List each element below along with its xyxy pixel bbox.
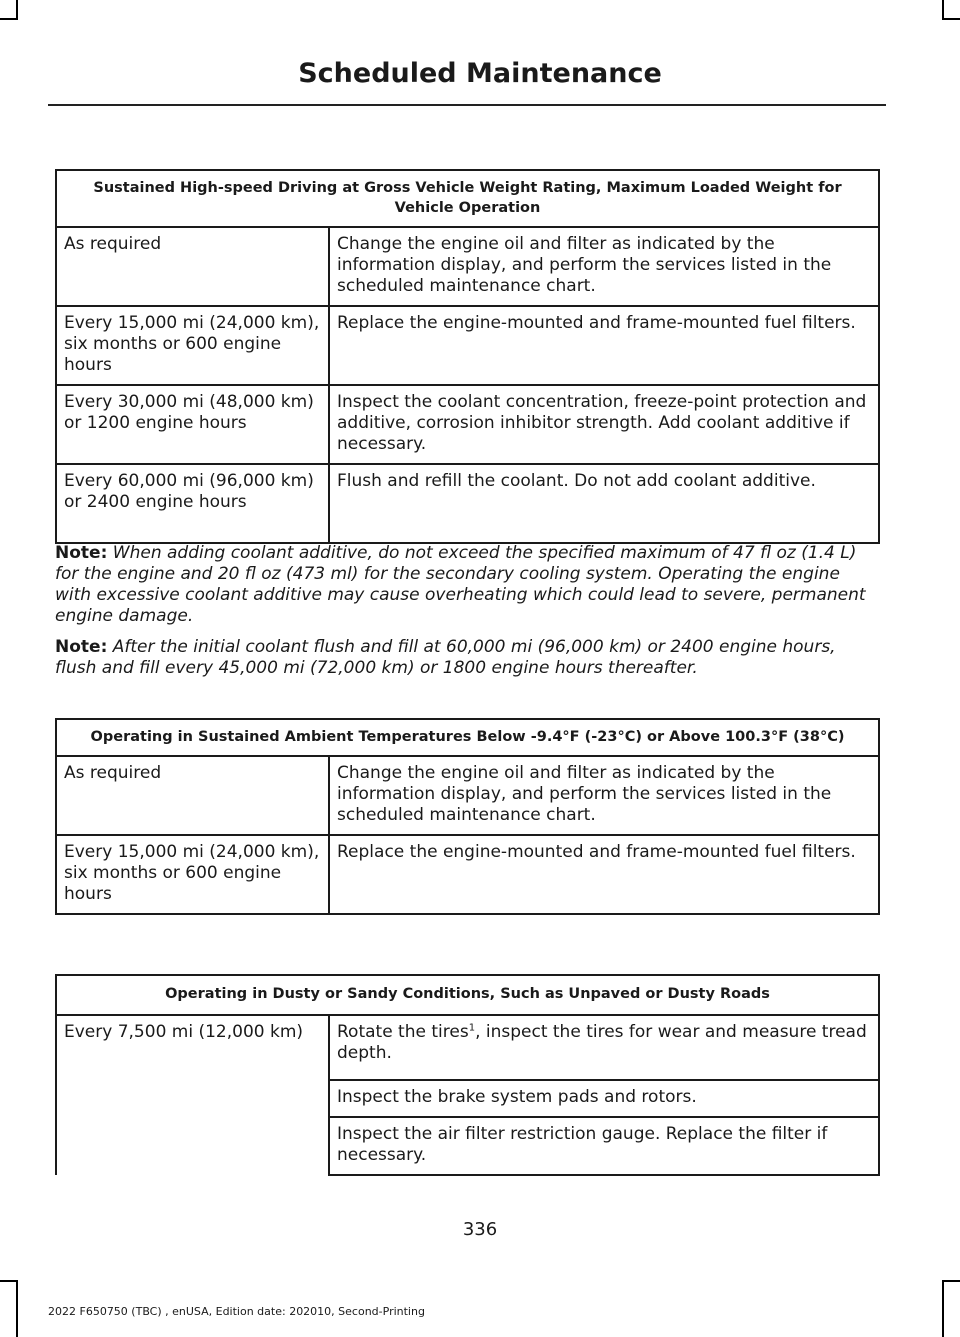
action-cell <box>329 1015 879 1080</box>
action-cell: Inspect the coolant concentration, freeze-point protection and additive, corrosion inhibitor strength. Add coolant additive if necessary. <box>329 385 879 464</box>
action-cell: Inspect the brake system pads and rotors. <box>329 1080 879 1117</box>
interval-cell: Every 15,000 mi (24,000 km), six months or 600 engine hours <box>56 835 329 914</box>
table-row <box>56 306 879 385</box>
interval-cell: Every 15,000 mi (24,000 km), six months or 600 engine hours <box>56 306 329 385</box>
crop-mark <box>16 0 18 20</box>
action-cell: Change the engine oil and filter as indicated by the information display, and perform the services listed in the scheduled maintenance chart. <box>329 756 879 835</box>
page-title: Scheduled Maintenance <box>298 58 662 89</box>
crop-mark <box>942 0 944 20</box>
table-row <box>56 385 879 464</box>
interval-cell: As required <box>56 756 329 835</box>
action-cell: Inspect the air filter restriction gauge. Replace the filter if necessary. <box>329 1117 879 1175</box>
maintenance-table-temperature <box>55 718 880 915</box>
notes-section <box>55 543 880 689</box>
maintenance-table-high-speed <box>55 169 880 544</box>
crop-mark <box>942 1280 960 1282</box>
maintenance-table-dusty <box>55 974 880 1176</box>
interval-cell: As required <box>56 227 329 306</box>
action-cell: Flush and refill the coolant. Do not add coolant additive. <box>329 464 879 543</box>
action-text: , inspect the tires for wear and measure tread depth. <box>337 1022 867 1063</box>
note-text: After the initial coolant flush and fill at 60,000 mi (96,000 km) or 2400 engine hours, flush and fill every 45,000 mi (72,000 km) or 1800 engine hours thereafter. <box>55 637 836 678</box>
table-row <box>56 756 879 835</box>
interval-cell: Every 60,000 mi (96,000 km) or 2400 engine hours <box>56 464 329 543</box>
table-row <box>56 835 879 914</box>
note <box>55 543 880 627</box>
table-header-row <box>56 975 879 1015</box>
interval-cell: Every 7,500 mi (12,000 km) <box>56 1015 329 1175</box>
crop-mark <box>0 1280 18 1282</box>
note-text: When adding coolant additive, do not exceed the specified maximum of 47 fl oz (1.4 L) for the engine and 20 fl oz (473 ml) for the secondary cooling system. Operating the engine with excessive coolant additive may cause overheating which could lead to severe, permanent engine damage. <box>55 543 866 626</box>
table-header-row <box>56 719 879 756</box>
crop-mark <box>942 18 960 20</box>
table-heading: Sustained High-speed Driving at Gross Vehicle Weight Rating, Maximum Loaded Weight for Vehicle Operation <box>56 170 879 227</box>
interval-cell: Every 30,000 mi (48,000 km) or 1200 engine hours <box>56 385 329 464</box>
table-row <box>56 227 879 306</box>
footer-edition-info: 2022 F650750 (TBC) , enUSA, Edition date: 202010, Second-Printing <box>48 1305 425 1318</box>
table-row <box>56 1015 879 1080</box>
action-cell: Change the engine oil and filter as indicated by the information display, and perform the services listed in the scheduled maintenance chart. <box>329 227 879 306</box>
crop-mark <box>0 18 18 20</box>
note-label: Note: <box>55 543 108 563</box>
footnote-marker: 1 <box>468 1022 476 1034</box>
header-divider <box>48 104 886 106</box>
table-row <box>56 464 879 543</box>
page-number: 336 <box>462 1219 498 1240</box>
action-cell: Replace the engine-mounted and frame-mounted fuel filters. <box>329 306 879 385</box>
crop-mark <box>16 1280 18 1337</box>
table-heading: Operating in Dusty or Sandy Conditions, Such as Unpaved or Dusty Roads <box>56 975 879 1015</box>
note <box>55 637 880 679</box>
table-header-row <box>56 170 879 227</box>
table-heading: Operating in Sustained Ambient Temperatures Below -9.4°F (-23°C) or Above 100.3°F (38°C) <box>56 719 879 756</box>
note-label: Note: <box>55 637 108 657</box>
crop-mark <box>942 1280 944 1337</box>
action-cell: Replace the engine-mounted and frame-mounted fuel filters. <box>329 835 879 914</box>
action-text: Rotate the tires <box>337 1022 469 1042</box>
